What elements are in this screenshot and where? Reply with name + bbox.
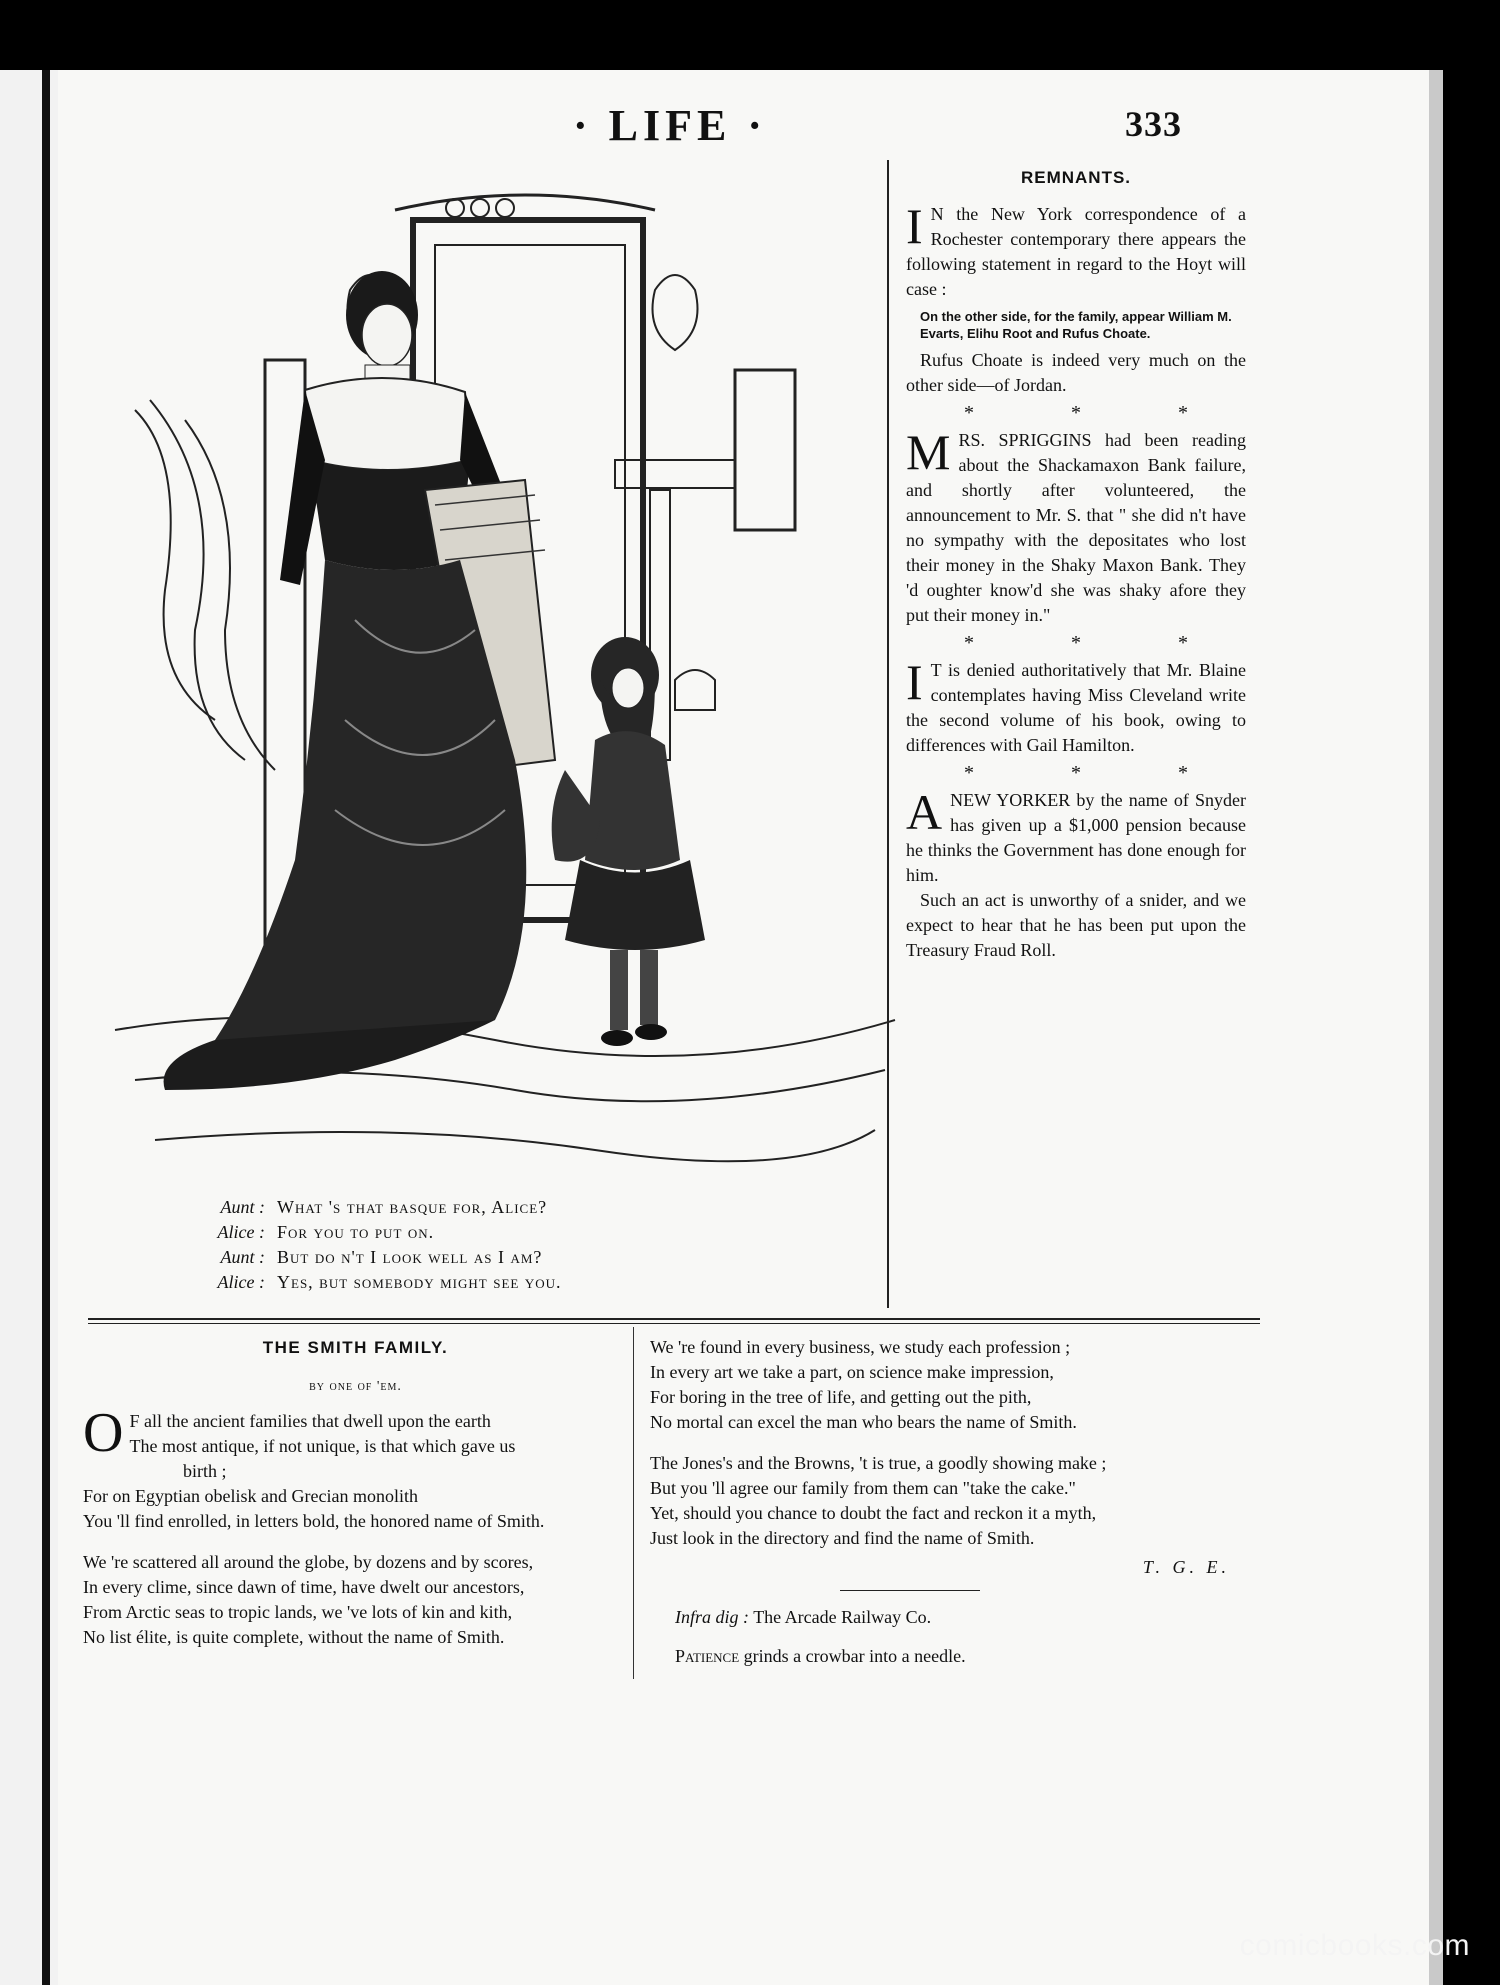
caption-speaker: Alice : xyxy=(217,1222,265,1242)
caption-speaker: Aunt : xyxy=(220,1247,265,1267)
poem-line: No list élite, is quite complete, without the name of Smith. xyxy=(83,1627,505,1647)
remnants-paragraph: Such an act is unworthy of a snider, and we expect to hear that he has been put upon the Treasury Fraud Roll. xyxy=(906,890,1246,960)
poem-title: THE SMITH FAMILY. xyxy=(262,1338,449,1357)
poem-line: From Arctic seas to tropic lands, we 've lots of kin and kith, xyxy=(83,1602,513,1622)
poem-line: In every art we take a part, on science make impression, xyxy=(650,1362,1054,1382)
caption-line xyxy=(200,1195,900,1220)
poem-left-column xyxy=(83,1335,628,1666)
patience-text: grinds a crowbar into a needle. xyxy=(743,1646,966,1666)
poem-line: But you 'll agree our family from them can "take the cake." xyxy=(650,1478,1076,1498)
drop-cap: I xyxy=(906,198,923,254)
infra-dig-text: The Arcade Railway Co. xyxy=(753,1607,932,1627)
caption-text: What 's that basque for, Alice? xyxy=(277,1197,548,1217)
engraving-illustration xyxy=(95,160,915,1200)
poem-line: The most antique, if not unique, is that which gave us xyxy=(129,1436,516,1456)
caption-line xyxy=(200,1245,900,1270)
remnants-paragraph: I N the New York correspondence of a Rochester contemporary there appears the following statement in regard to the Hoyt will case : xyxy=(906,198,1246,299)
column-divider xyxy=(633,1327,634,1679)
column-divider xyxy=(887,160,889,1308)
poem-line: Just look in the directory and find the name of Smith. xyxy=(650,1528,1035,1548)
poem-stanza xyxy=(83,1402,628,1534)
caption-line xyxy=(200,1270,900,1295)
poem-stanza xyxy=(83,1550,628,1650)
poem-line: We 're found in every business, we study each profession ; xyxy=(650,1337,1071,1357)
section-rule xyxy=(88,1318,1260,1320)
poem-line: We 're scattered all around the globe, by dozens and by scores, xyxy=(83,1552,534,1572)
infra-dig-note xyxy=(675,1605,1255,1630)
poem-byline: by one of 'em. xyxy=(309,1379,402,1394)
poem-line: F all the ancient families that dwell upon the earth xyxy=(129,1411,491,1431)
caption-text: For you to put on. xyxy=(277,1222,435,1242)
page-number: 333 xyxy=(1125,104,1182,144)
caption-line xyxy=(200,1220,900,1245)
patience-note xyxy=(675,1644,1255,1669)
poem-line: The Jones's and the Browns, 't is true, a goodly showing make ; xyxy=(650,1453,1107,1473)
patience-label: Patience xyxy=(675,1646,740,1666)
short-rule xyxy=(840,1590,980,1591)
remnants-paragraph: ANEW YORKER by the name of Snyder has given up a $1,000 pension because he thinks the Government has done enough for him. xyxy=(906,784,1246,885)
caption-text: Yes, but somebody might see you. xyxy=(277,1272,562,1292)
poem-signature: T. G. E. xyxy=(1142,1557,1230,1577)
caption-text: But do n't I look well as I am? xyxy=(277,1247,543,1267)
section-stars: * * * xyxy=(964,632,1234,654)
poem-line: For on Egyptian obelisk and Grecian monolith xyxy=(83,1486,418,1506)
drop-cap: O xyxy=(83,1402,124,1464)
drop-cap: A xyxy=(906,784,943,840)
section-stars: * * * xyxy=(964,402,1234,424)
poem-stanza xyxy=(650,1451,1255,1551)
poem-line: You 'll find enrolled, in letters bold, the honored name of Smith. xyxy=(83,1511,545,1531)
infra-dig-label: Infra dig : xyxy=(675,1607,749,1627)
section-rule xyxy=(88,1323,1260,1324)
caption-speaker: Alice : xyxy=(217,1272,265,1292)
previous-page-edge xyxy=(0,70,58,1985)
remnants-paragraph: MRS. SPRIGGINS had been reading about the Shackamaxon Bank failure, and shortly after volunteered, the announcement to Mr. S. that " she did n't have no sympathy with the depositates who lost their money in the Shaky Maxon Bank. They 'd oughter know'd she was shaky afore they put their money in." xyxy=(906,424,1246,625)
caption-speaker: Aunt : xyxy=(220,1197,265,1217)
remnants-column xyxy=(906,165,1246,963)
poem-line: Yet, should you chance to doubt the fact and reckon it a myth, xyxy=(650,1503,1097,1523)
remnants-heading: REMNANTS. xyxy=(1020,168,1132,187)
watermark: comicbooks.com xyxy=(1239,1929,1470,1962)
poem-line: birth ; xyxy=(183,1461,227,1481)
drop-cap: I xyxy=(906,654,923,710)
illustration-caption xyxy=(200,1195,900,1295)
poem-line: No mortal can excel the man who bears the name of Smith. xyxy=(650,1412,1077,1432)
drop-cap: M xyxy=(906,424,951,480)
poem-line: For boring in the tree of life, and getting out the pith, xyxy=(650,1387,1032,1407)
masthead-title: · LIFE · xyxy=(572,101,768,150)
poem-line: In every clime, since dawn of time, have dwelt our ancestors, xyxy=(83,1577,525,1597)
section-stars: * * * xyxy=(964,762,1234,784)
remnants-paragraph: I T is denied authoritatively that Mr. Blaine contemplates having Miss Cleveland write the second volume of his book, owing to differences with Gail Hamilton. xyxy=(906,654,1246,755)
poem-right-column xyxy=(650,1335,1255,1669)
poem-stanza xyxy=(650,1335,1255,1435)
remnants-paragraph: Rufus Choate is indeed very much on the other side—of Jordan. xyxy=(906,350,1246,395)
remnants-quote: On the other side, for the family, appear William M. Evarts, Elihu Root and Rufus Choate. xyxy=(920,309,1232,341)
